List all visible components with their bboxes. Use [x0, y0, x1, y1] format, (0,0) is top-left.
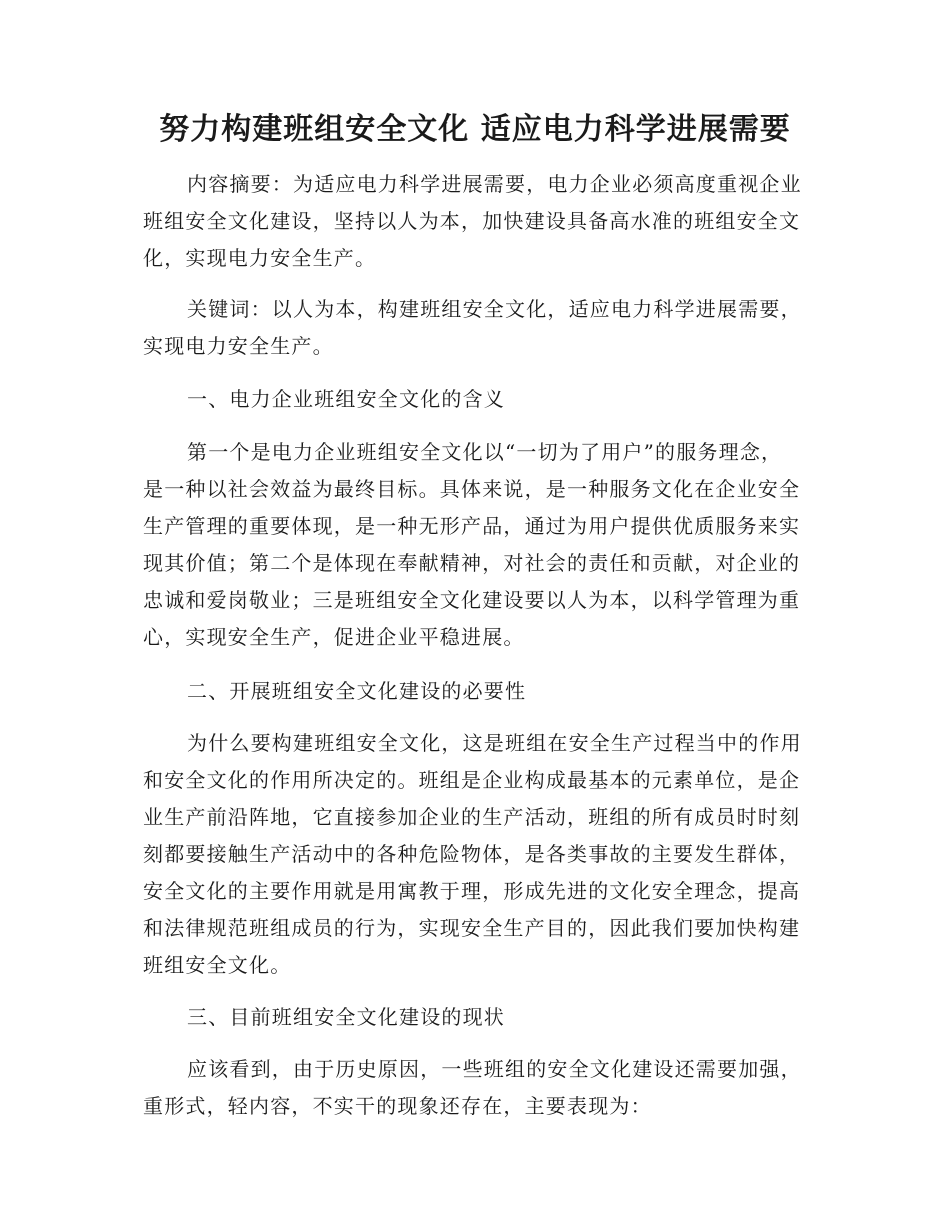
keywords-paragraph: 关键词：以人为本，构建班组安全文化，适应电力科学进展需要，实现电力安全生产。 [143, 297, 802, 358]
section-3-heading: 三、目前班组安全文化建设的现状 [187, 1005, 505, 1029]
section-1-heading: 一、电力企业班组安全文化的含义 [187, 387, 505, 411]
section-2-heading: 二、开展班组安全文化建设的必要性 [187, 679, 527, 703]
document-title: 努力构建班组安全文化 适应电力科学进展需要 [159, 112, 791, 147]
section-3-paragraph: 应该看到，由于历史原因，一些班组的安全文化建设还需要加强，重形式，轻内容，不实干的现象还存在，主要表现为： [143, 1057, 802, 1118]
abstract-paragraph: 内容摘要：为适应电力科学进展需要，电力企业必须高度重视企业班组安全文化建设，坚持以人为本，加快建设具备高水准的班组安全文化，实现电力安全生产。 [143, 172, 802, 270]
section-1-paragraph: 第一个是电力企业班组安全文化以“一切为了用户”的服务理念，是一种以社会效益为最终目标。具体来说，是一种服务文化在企业安全生产管理的重要体现，是一种无形产品，通过为用户提供优质服务来实现其价值；第二个是体现在奉献精神，对社会的责任和贡献，对企业的忠诚和爱岗敬业；三是班组安全文化建设要以人为本，以科学管理为重心，实现安全生产，促进企业平稳进展。 [143, 440, 801, 649]
section-2-paragraph: 为什么要构建班组安全文化，这是班组在安全生产过程当中的作用和安全文化的作用所决定的。班组是企业构成最基本的元素单位，是企业生产前沿阵地，它直接参加企业的生产活动，班组的所有成员时时刻刻都要接触生产活动中的各种危险物体，是各类事故的主要发生群体，安全文化的主要作用就是用寓教于理，形成先进的文化安全理念，提高和法律规范班组成员的行为，实现安全生产目的，因此我们要加快构建班组安全文化。 [143, 731, 802, 977]
